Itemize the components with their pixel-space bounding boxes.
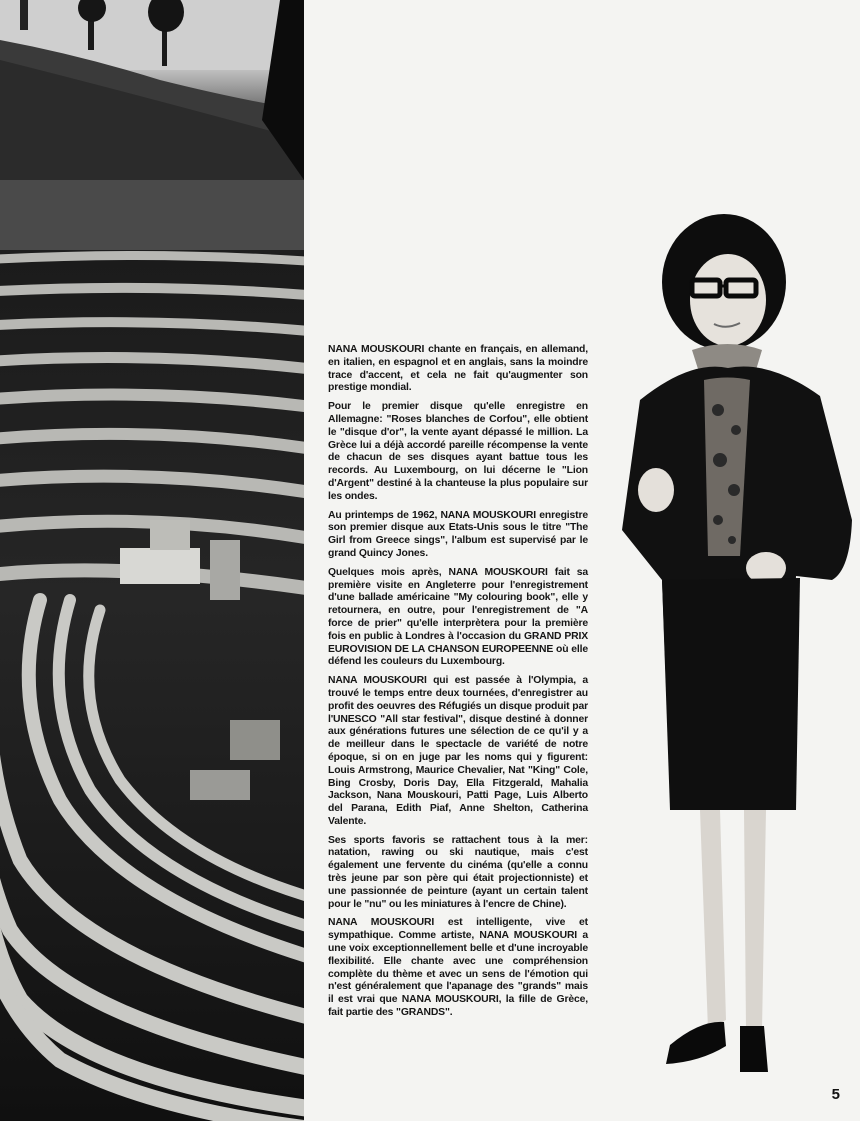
article-body — [328, 344, 588, 1026]
article-paragraph: Quelques mois après, NANA MOUSKOURI fait sa première visite en Angleterre pour l'enregistrement d'une ballade américaine "My colouring book", elle y retournera, en outre, pour l'enregistrement de "A force de prier" qu'elle interprètera pour la première fois en public à Londres à l'occasion du GRAND PRIX EUROVISION DE LA CHANSON EUROPEENNE où elle défend les couleurs du Luxembourg. — [328, 566, 588, 668]
article-paragraph: NANA MOUSKOURI chante en français, en allemand, en italien, en espagnol et en anglais, sans la moindre trace d'accent, et cela ne fait qu'augmenter son prestige mondial. — [328, 344, 588, 394]
article-paragraph: Au printemps de 1962, NANA MOUSKOURI enregistre son premier disque aux Etats-Unis sous le titre "The Girl from Greece sings", l'album est supervisé par le grand Quincy Jones. — [328, 509, 588, 559]
article-paragraph: NANA MOUSKOURI est intelligente, vive et sympathique. Comme artiste, NANA MOUSKOURI a une voix exceptionnellement belle et d'une incroyable flexibilité. Elle chante avec une compréhension complète du thème et avec un sens de l'émotion qui n'est généralement que l'apanage des "grands" mais il est vrai que NANA MOUSKOURI, la fille de Grèce, fait partie des "GRANDS". — [328, 917, 588, 1019]
theatre-photo — [0, 0, 304, 1121]
article-paragraph: Pour le premier disque qu'elle enregistre en Allemagne: "Roses blanches de Corfou", elle obtient le "disque d'or", la vente ayant dépassé le million. La Grèce lui a déjà accordé pareille récompense la vente de chacun de ses disques ayant battue tous les records. Au Luxembourg, on lui décerne le "Lion d'Argent" destiné à la chanteuse la plus populaire sur les ondes. — [328, 401, 588, 502]
page-number: 5 — [831, 1086, 840, 1103]
singer-photo — [600, 200, 860, 1080]
article-paragraph: Ses sports favoris se rattachent tous à la mer: natation, rawing ou ski nautique, mais c'est également une fervente du cinéma (qu'elle a connu très jeune par son père qui était projectionniste) et une passionnée de peinture (ayant un certain talent pour le "nu" ou les miniatures à l'encre de Chine). — [328, 834, 588, 910]
article-paragraph: NANA MOUSKOURI qui est passée à l'Olympia, a trouvé le temps entre deux tournées, d'enregistrer au profit des oeuvres des Réfugiés un disque produit par l'UNESCO "All star festival", disque destiné à donner aux générations futures une sélection de ce qu'il y a de meilleur dans le spectacle de variété de notre époque, si on en juge par les noms qui y figurent: Louis Armstrong, Maurice Chevalier, Nat "King" Cole, Bing Crosby, Doris Day, Ella Fitzgerald, Mahalia Jackson, Nana Mouskouri, Patti Page, Luis Alberto del Parana, Edith Piaf, Anne Shelton, Catherina Valente. — [328, 675, 588, 827]
